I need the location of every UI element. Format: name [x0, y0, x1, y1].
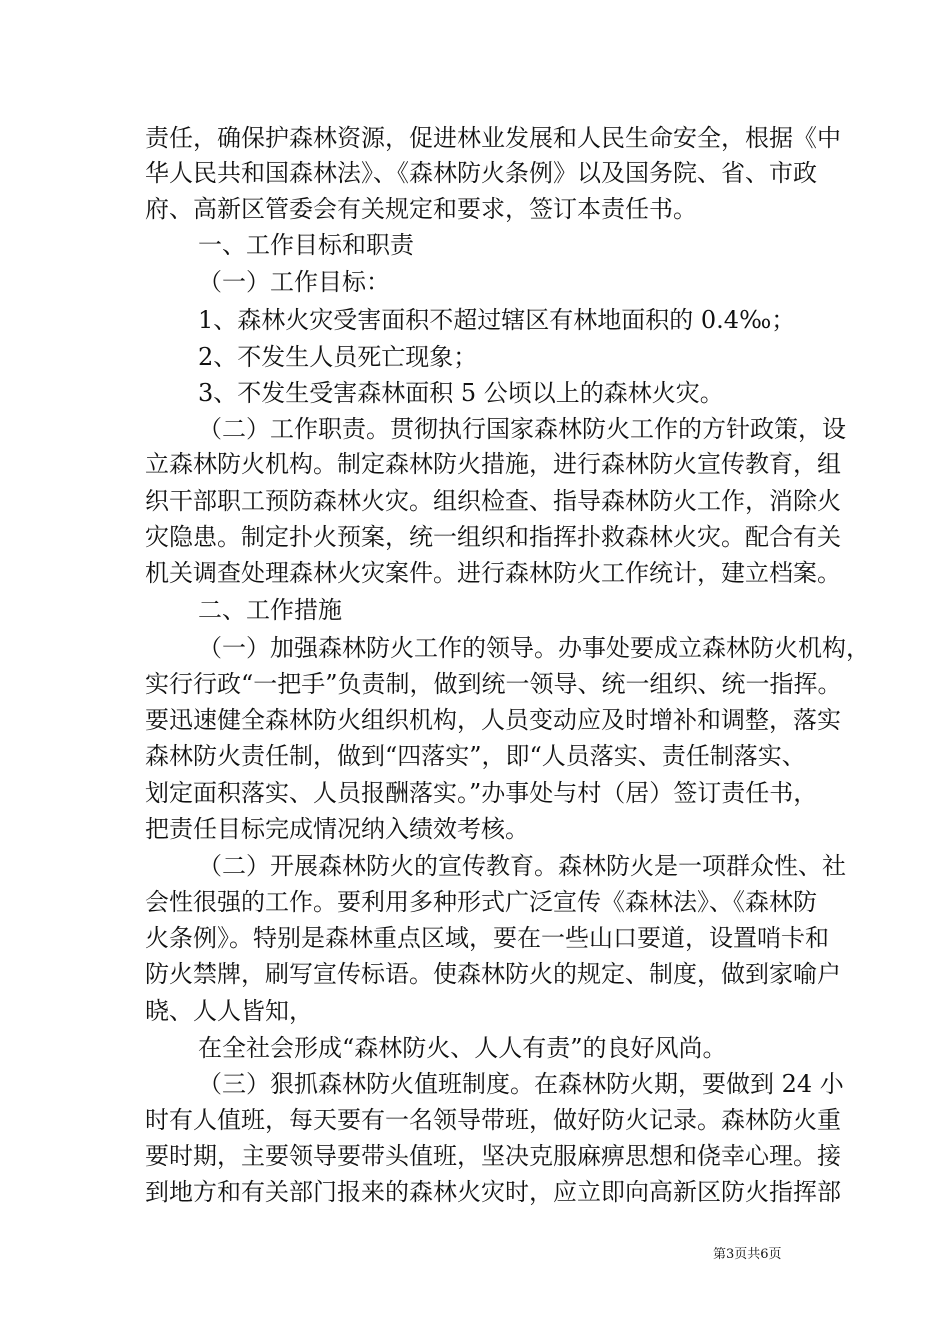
text-line: 时有人值班，每天要有一名领导带班，做好防火记录。森林防火重 — [145, 1106, 841, 1134]
text-line: （二）开展森林防火的宣传教育。森林防火是一项群众性、社 — [198, 852, 846, 880]
list-item: 1、森林火灾受害面积不超过辖区有林地面积的 0.4‰； — [198, 306, 796, 334]
text-line: （三）狠抓森林防火值班制度。在森林防火期，要做到 24 小 — [198, 1070, 844, 1098]
text-line: 织干部职工预防森林火灾。组织检查、指导森林防火工作，消除火 — [145, 487, 841, 515]
text-line: 防火禁牌，刷写宣传标语。使森林防火的规定、制度，做到家喻户 — [145, 960, 841, 988]
page-number: 第3页共6页 — [713, 1247, 782, 1262]
text-line: 立森林防火机构。制定森林防火措施，进行森林防火宣传教育，组 — [145, 450, 841, 478]
list-item: 2、不发生人员死亡现象； — [198, 343, 478, 371]
text-line: 火条例》。特别是森林重点区域，要在一些山口要道，设置哨卡和 — [145, 924, 829, 952]
text-line: 晓、人人皆知， — [145, 997, 313, 1025]
text-line: （二）工作职责。贯彻执行国家森林防火工作的方针政策，设 — [198, 415, 846, 443]
text-line: 要迅速健全森林防火组织机构，人员变动应及时增补和调整，落实 — [145, 706, 841, 734]
text-line: 责任，确保护森林资源，促进林业发展和人民生命安全，根据《中 — [145, 124, 841, 152]
text-line: 府、高新区管委会有关规定和要求，签订本责任书。 — [145, 195, 697, 223]
text-line: 机关调查处理森林火灾案件。进行森林防火工作统计，建立档案。 — [145, 559, 841, 587]
text-line: 会性很强的工作。要利用多种形式广泛宣传《森林法》、《森林防 — [145, 888, 817, 916]
list-item: 3、不发生受害森林面积 5 公顷以上的森林火灾。 — [198, 379, 724, 407]
text-line: 要时期，主要领导要带头值班，坚决克服麻痹思想和侥幸心理。接 — [145, 1142, 841, 1170]
text-line: 划定面积落实、人员报酬落实。”办事处与村（居）签订责任书， — [145, 779, 818, 807]
text-line: 森林防火责任制，做到“四落实”，即“人员落实、责任制落实、 — [145, 742, 806, 770]
text-line: 把责任目标完成情况纳入绩效考核。 — [145, 815, 529, 843]
text-line: 华人民共和国森林法》、《森林防火条例》以及国务院、省、市政 — [145, 159, 817, 187]
section-heading: 一、工作目标和职责 — [198, 231, 414, 259]
text-line: 到地方和有关部门报来的森林火灾时，应立即向高新区防火指挥部 — [145, 1178, 841, 1206]
text-line: 灾隐患。制定扑火预案，统一组织和指挥扑救森林火灾。配合有关 — [145, 523, 841, 551]
subsection-heading: （一）工作目标： — [198, 268, 390, 296]
text-line: 在全社会形成“森林防火、人人有责”的良好风尚。 — [198, 1034, 727, 1062]
text-line: 实行行政“一把手”负责制，做到统一领导、统一组织、统一指挥。 — [145, 670, 842, 698]
text-line: （一）加强森林防火工作的领导。办事处要成立森林防火机构， — [198, 634, 870, 662]
section-heading: 二、工作措施 — [198, 596, 342, 624]
